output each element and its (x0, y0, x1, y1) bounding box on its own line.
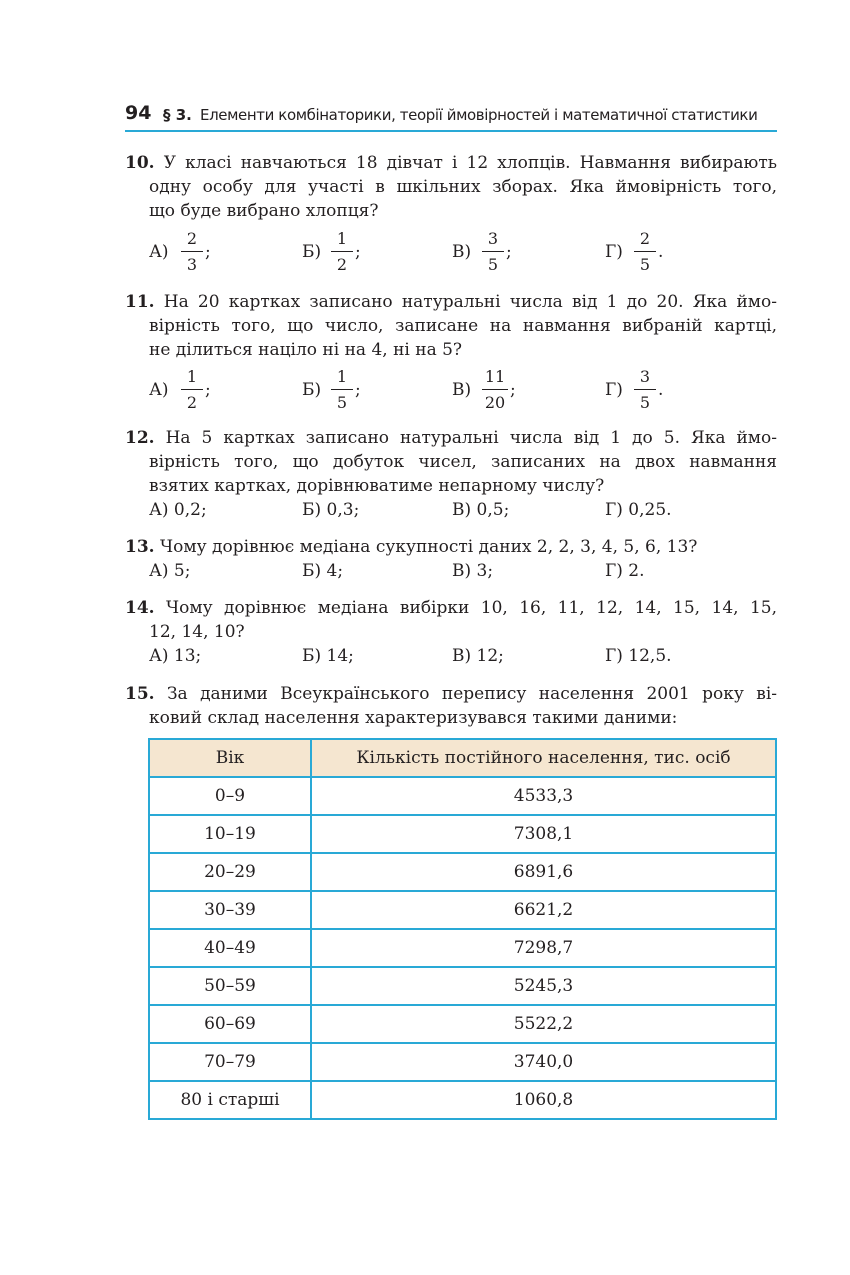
table-row (149, 929, 776, 967)
answer-options: А) 2 3 ; Б) 1 2 ; В) 3 5 ; Г) 2 5 . (149, 229, 664, 274)
fraction: 11 20 (480, 365, 510, 413)
question-line: вірність того, що добуток чисел, записаних на двох навмання (149, 452, 777, 472)
page-header (125, 100, 777, 132)
age-cell: 80 і старші (149, 1081, 311, 1119)
question-line (125, 290, 777, 314)
question-text: Чому дорівнює медіана вибірки 10, 16, 11, 12, 14, 15, 14, 15, (166, 598, 778, 618)
option-c[interactable]: В) 12; (452, 646, 504, 666)
column-header-population: Кількість постійного населення, тис. осіб (311, 739, 776, 777)
question-13 (125, 535, 777, 583)
question-line (125, 151, 777, 175)
question-line: ковий склад населення характеризувався такими даними: (149, 708, 678, 728)
population-cell: 1060,8 (311, 1081, 776, 1119)
fraction: 2 5 (632, 227, 658, 275)
population-table (148, 738, 777, 1120)
question-line: одну особу для участі в шкільних зборах. Яка ймовірність того, (149, 177, 777, 197)
fraction: 1 2 (329, 227, 355, 275)
question-line (125, 535, 777, 559)
age-cell: 40–49 (149, 929, 311, 967)
age-cell: 10–19 (149, 815, 311, 853)
question-line: вірність того, що число, записане на навмання вибраній картці, (149, 316, 777, 336)
age-cell: 0–9 (149, 777, 311, 815)
question-number: 12. (125, 428, 155, 448)
column-header-age: Вік (149, 739, 311, 777)
question-number: 10. (125, 153, 155, 173)
question-10 (125, 151, 777, 283)
question-text: За даними Всеукраїнського перепису населення 2001 року ві- (166, 684, 777, 704)
answer-options: А) 1 2 ; Б) 1 5 ; В) 11 20 ; Г) 3 5 . (149, 367, 664, 412)
question-line: що буде вибрано хлопця? (149, 201, 379, 221)
option-d[interactable]: Г) 2. (605, 561, 645, 581)
age-cell: 20–29 (149, 853, 311, 891)
section-number: § 3. (163, 106, 192, 124)
fraction: 3 5 (480, 227, 506, 275)
population-cell: 3740,0 (311, 1043, 776, 1081)
table-header-row (149, 739, 776, 777)
table-row (149, 1081, 776, 1119)
option-d[interactable]: Г) 12,5. (605, 646, 672, 666)
table-row (149, 891, 776, 929)
question-15 (125, 682, 777, 730)
table-row (149, 967, 776, 1005)
question-14 (125, 596, 777, 668)
option-a[interactable]: А) 0,2; (149, 500, 207, 520)
option-c[interactable]: В) 3; (452, 561, 494, 581)
fraction: 1 5 (329, 365, 355, 413)
question-line (125, 596, 777, 620)
population-cell: 5522,2 (311, 1005, 776, 1043)
population-cell: 7298,7 (311, 929, 776, 967)
question-line (125, 426, 777, 450)
option-d[interactable]: Г) 0,25. (605, 500, 672, 520)
option-a[interactable]: А) 13; (149, 646, 202, 666)
table-row (149, 1005, 776, 1043)
population-cell: 4533,3 (311, 777, 776, 815)
page-number: 94 (125, 102, 152, 124)
option-b[interactable]: Б) 0,3; (302, 500, 360, 520)
section-title: Елементи комбінаторики, теорії ймовірностей і математичної статистики (200, 106, 758, 124)
question-number: 13. (125, 537, 155, 557)
fraction: 3 5 (632, 365, 658, 413)
option-b[interactable]: Б) 4; (302, 561, 344, 581)
table-row (149, 853, 776, 891)
age-cell: 60–69 (149, 1005, 311, 1043)
answer-options (125, 644, 777, 668)
option-a[interactable]: А) 5; (149, 561, 191, 581)
question-line: не ділиться націло ні на 4, ні на 5? (149, 340, 463, 360)
question-text: На 5 картках записано натуральні числа від 1 до 5. Яка ймо- (165, 428, 777, 448)
option-c[interactable]: В) 0,5; (452, 500, 510, 520)
question-text: У класі навчаються 18 дівчат і 12 хлопців. Навмання вибирають (163, 153, 777, 173)
population-cell: 7308,1 (311, 815, 776, 853)
table-row (149, 1043, 776, 1081)
question-number: 11. (125, 292, 155, 312)
answer-options (125, 498, 777, 522)
question-line: 12, 14, 10? (149, 622, 245, 642)
option-b[interactable]: Б) 14; (302, 646, 354, 666)
question-line: взятих картках, дорівнюватиме непарному числу? (149, 476, 605, 496)
population-cell: 5245,3 (311, 967, 776, 1005)
table-row (149, 777, 776, 815)
age-cell: 30–39 (149, 891, 311, 929)
question-text: На 20 картках записано натуральні числа від 1 до 20. Яка ймо- (163, 292, 777, 312)
population-cell: 6891,6 (311, 853, 776, 891)
table-row (149, 815, 776, 853)
population-cell: 6621,2 (311, 891, 776, 929)
question-number: 14. (125, 598, 155, 618)
question-line (125, 682, 777, 706)
question-number: 15. (125, 684, 155, 704)
question-text: Чому дорівнює медіана сукупності даних 2, 2, 3, 4, 5, 6, 13? (159, 537, 698, 557)
question-12 (125, 426, 777, 522)
fraction: 1 2 (179, 365, 205, 413)
question-11 (125, 290, 777, 421)
fraction: 2 3 (179, 227, 205, 275)
age-cell: 70–79 (149, 1043, 311, 1081)
age-cell: 50–59 (149, 967, 311, 1005)
answer-options (125, 559, 777, 583)
